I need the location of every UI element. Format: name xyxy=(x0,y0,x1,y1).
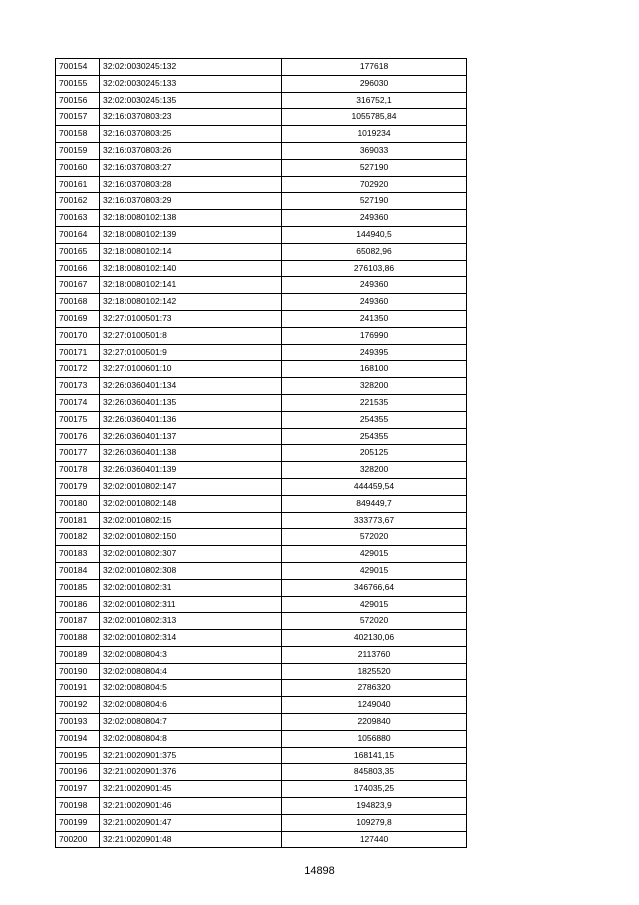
cadastral-number-cell: 32:21:0020901:48 xyxy=(100,831,282,848)
row-id-cell: 700200 xyxy=(56,831,100,848)
row-id-cell: 700163 xyxy=(56,210,100,227)
cadastral-number-cell: 32:02:0080804:7 xyxy=(100,714,282,731)
row-id-cell: 700193 xyxy=(56,714,100,731)
value-cell: 845803,35 xyxy=(282,764,467,781)
row-id-cell: 700192 xyxy=(56,697,100,714)
row-id-cell: 700170 xyxy=(56,327,100,344)
row-id-cell: 700179 xyxy=(56,478,100,495)
cadastral-number-cell: 32:26:0360401:135 xyxy=(100,394,282,411)
value-cell: 572020 xyxy=(282,529,467,546)
table-row xyxy=(56,142,467,159)
table-row xyxy=(56,781,467,798)
table-row xyxy=(56,411,467,428)
value-cell: 176990 xyxy=(282,327,467,344)
row-id-cell: 700194 xyxy=(56,730,100,747)
value-cell: 249360 xyxy=(282,210,467,227)
row-id-cell: 700184 xyxy=(56,562,100,579)
cadastral-number-cell: 32:02:0010802:148 xyxy=(100,495,282,512)
row-id-cell: 700191 xyxy=(56,680,100,697)
value-cell: 296030 xyxy=(282,75,467,92)
cadastral-number-cell: 32:16:0370803:29 xyxy=(100,193,282,210)
table-row xyxy=(56,260,467,277)
table-row xyxy=(56,109,467,126)
table-row xyxy=(56,462,467,479)
table-row xyxy=(56,75,467,92)
value-cell: 1055785,84 xyxy=(282,109,467,126)
cadastral-number-cell: 32:21:0020901:46 xyxy=(100,798,282,815)
table-row xyxy=(56,596,467,613)
cadastral-number-cell: 32:26:0360401:138 xyxy=(100,445,282,462)
row-id-cell: 700167 xyxy=(56,277,100,294)
table-row xyxy=(56,210,467,227)
row-id-cell: 700161 xyxy=(56,176,100,193)
cadastral-number-cell: 32:21:0020901:47 xyxy=(100,814,282,831)
cadastral-number-cell: 32:02:0030245:135 xyxy=(100,92,282,109)
value-cell: 276103,86 xyxy=(282,260,467,277)
table-row xyxy=(56,529,467,546)
table-row xyxy=(56,445,467,462)
value-cell: 849449,7 xyxy=(282,495,467,512)
value-cell: 527190 xyxy=(282,193,467,210)
table-row xyxy=(56,747,467,764)
row-id-cell: 700177 xyxy=(56,445,100,462)
table-row xyxy=(56,562,467,579)
value-cell: 527190 xyxy=(282,159,467,176)
value-cell: 249360 xyxy=(282,294,467,311)
row-id-cell: 700168 xyxy=(56,294,100,311)
row-id-cell: 700158 xyxy=(56,126,100,143)
cadastral-number-cell: 32:02:0030245:133 xyxy=(100,75,282,92)
row-id-cell: 700171 xyxy=(56,344,100,361)
row-id-cell: 700154 xyxy=(56,59,100,76)
cadastral-number-cell: 32:16:0370803:25 xyxy=(100,126,282,143)
value-cell: 429015 xyxy=(282,596,467,613)
value-cell: 572020 xyxy=(282,613,467,630)
cadastral-number-cell: 32:27:0100501:73 xyxy=(100,310,282,327)
row-id-cell: 700176 xyxy=(56,428,100,445)
table-row xyxy=(56,495,467,512)
row-id-cell: 700166 xyxy=(56,260,100,277)
cadastral-number-cell: 32:26:0360401:136 xyxy=(100,411,282,428)
row-id-cell: 700165 xyxy=(56,243,100,260)
table-row xyxy=(56,361,467,378)
table-row xyxy=(56,159,467,176)
value-cell: 144940,5 xyxy=(282,226,467,243)
page-number: 14898 xyxy=(304,865,335,877)
value-cell: 1249040 xyxy=(282,697,467,714)
cadastral-number-cell: 32:02:0080804:4 xyxy=(100,663,282,680)
table-row xyxy=(56,428,467,445)
table-row xyxy=(56,277,467,294)
value-cell: 702920 xyxy=(282,176,467,193)
value-cell: 254355 xyxy=(282,428,467,445)
cadastral-number-cell: 32:02:0010802:15 xyxy=(100,512,282,529)
table-row xyxy=(56,59,467,76)
value-cell: 316752,1 xyxy=(282,92,467,109)
cadastral-number-cell: 32:18:0080102:142 xyxy=(100,294,282,311)
table-row xyxy=(56,630,467,647)
value-cell: 221535 xyxy=(282,394,467,411)
row-id-cell: 700175 xyxy=(56,411,100,428)
value-cell: 429015 xyxy=(282,562,467,579)
table-row xyxy=(56,344,467,361)
cadastral-number-cell: 32:16:0370803:27 xyxy=(100,159,282,176)
table-row xyxy=(56,814,467,831)
row-id-cell: 700162 xyxy=(56,193,100,210)
cadastral-number-cell: 32:18:0080102:139 xyxy=(100,226,282,243)
value-cell: 109279,8 xyxy=(282,814,467,831)
value-cell: 328200 xyxy=(282,378,467,395)
value-cell: 1825520 xyxy=(282,663,467,680)
row-id-cell: 700198 xyxy=(56,798,100,815)
row-id-cell: 700188 xyxy=(56,630,100,647)
table-body xyxy=(56,59,467,848)
row-id-cell: 700185 xyxy=(56,579,100,596)
row-id-cell: 700172 xyxy=(56,361,100,378)
cadastral-number-cell: 32:18:0080102:140 xyxy=(100,260,282,277)
value-cell: 1019234 xyxy=(282,126,467,143)
row-id-cell: 700164 xyxy=(56,226,100,243)
cadastral-number-cell: 32:02:0010802:147 xyxy=(100,478,282,495)
cadastral-number-cell: 32:27:0100501:9 xyxy=(100,344,282,361)
value-cell: 369033 xyxy=(282,142,467,159)
cadastral-number-cell: 32:02:0080804:3 xyxy=(100,646,282,663)
table-row xyxy=(56,126,467,143)
cadastral-number-cell: 32:26:0360401:137 xyxy=(100,428,282,445)
value-cell: 333773,67 xyxy=(282,512,467,529)
table-row xyxy=(56,478,467,495)
cadastral-number-cell: 32:02:0080804:5 xyxy=(100,680,282,697)
value-cell: 2209840 xyxy=(282,714,467,731)
table-row xyxy=(56,680,467,697)
cadastral-number-cell: 32:18:0080102:141 xyxy=(100,277,282,294)
cadastral-number-cell: 32:02:0030245:132 xyxy=(100,59,282,76)
row-id-cell: 700187 xyxy=(56,613,100,630)
row-id-cell: 700182 xyxy=(56,529,100,546)
cadastral-number-cell: 32:02:0010802:308 xyxy=(100,562,282,579)
cadastral-number-cell: 32:02:0010802:313 xyxy=(100,613,282,630)
table-row xyxy=(56,327,467,344)
cadastral-number-cell: 32:02:0010802:311 xyxy=(100,596,282,613)
cadastral-number-cell: 32:18:0080102:138 xyxy=(100,210,282,227)
value-cell: 249395 xyxy=(282,344,467,361)
cadastral-number-cell: 32:02:0010802:150 xyxy=(100,529,282,546)
value-cell: 2786320 xyxy=(282,680,467,697)
table-row xyxy=(56,226,467,243)
value-cell: 127440 xyxy=(282,831,467,848)
row-id-cell: 700159 xyxy=(56,142,100,159)
table-row xyxy=(56,310,467,327)
row-id-cell: 700197 xyxy=(56,781,100,798)
row-id-cell: 700189 xyxy=(56,646,100,663)
table-row xyxy=(56,579,467,596)
value-cell: 65082,96 xyxy=(282,243,467,260)
table-row xyxy=(56,613,467,630)
row-id-cell: 700190 xyxy=(56,663,100,680)
cadastral-number-cell: 32:16:0370803:28 xyxy=(100,176,282,193)
table-row xyxy=(56,92,467,109)
table-row xyxy=(56,831,467,848)
value-cell: 429015 xyxy=(282,546,467,563)
row-id-cell: 700178 xyxy=(56,462,100,479)
value-cell: 346766,64 xyxy=(282,579,467,596)
value-cell: 194823,9 xyxy=(282,798,467,815)
row-id-cell: 700155 xyxy=(56,75,100,92)
value-cell: 168141,15 xyxy=(282,747,467,764)
row-id-cell: 700183 xyxy=(56,546,100,563)
cadastral-number-cell: 32:02:0080804:8 xyxy=(100,730,282,747)
table-row xyxy=(56,193,467,210)
value-cell: 2113760 xyxy=(282,646,467,663)
table-row xyxy=(56,764,467,781)
table-row xyxy=(56,378,467,395)
row-id-cell: 700181 xyxy=(56,512,100,529)
table-row xyxy=(56,243,467,260)
cadastral-number-cell: 32:02:0080804:6 xyxy=(100,697,282,714)
row-id-cell: 700173 xyxy=(56,378,100,395)
table-row xyxy=(56,646,467,663)
row-id-cell: 700169 xyxy=(56,310,100,327)
cadastral-value-table xyxy=(55,58,467,848)
row-id-cell: 700174 xyxy=(56,394,100,411)
table-row xyxy=(56,512,467,529)
cadastral-number-cell: 32:21:0020901:375 xyxy=(100,747,282,764)
cadastral-number-cell: 32:16:0370803:23 xyxy=(100,109,282,126)
row-id-cell: 700196 xyxy=(56,764,100,781)
value-cell: 328200 xyxy=(282,462,467,479)
table-row xyxy=(56,714,467,731)
value-cell: 254355 xyxy=(282,411,467,428)
cadastral-number-cell: 32:27:0100501:8 xyxy=(100,327,282,344)
value-cell: 177618 xyxy=(282,59,467,76)
value-cell: 241350 xyxy=(282,310,467,327)
row-id-cell: 700195 xyxy=(56,747,100,764)
value-cell: 402130,06 xyxy=(282,630,467,647)
cadastral-number-cell: 32:02:0010802:307 xyxy=(100,546,282,563)
row-id-cell: 700180 xyxy=(56,495,100,512)
value-cell: 205125 xyxy=(282,445,467,462)
value-cell: 249360 xyxy=(282,277,467,294)
row-id-cell: 700199 xyxy=(56,814,100,831)
table-row xyxy=(56,697,467,714)
value-cell: 174035,25 xyxy=(282,781,467,798)
row-id-cell: 700156 xyxy=(56,92,100,109)
cadastral-number-cell: 32:21:0020901:45 xyxy=(100,781,282,798)
row-id-cell: 700186 xyxy=(56,596,100,613)
cadastral-number-cell: 32:26:0360401:139 xyxy=(100,462,282,479)
table-row xyxy=(56,394,467,411)
row-id-cell: 700157 xyxy=(56,109,100,126)
value-cell: 168100 xyxy=(282,361,467,378)
table-row xyxy=(56,294,467,311)
value-cell: 1056880 xyxy=(282,730,467,747)
cadastral-number-cell: 32:18:0080102:14 xyxy=(100,243,282,260)
table-row xyxy=(56,546,467,563)
table-row xyxy=(56,730,467,747)
table-row xyxy=(56,663,467,680)
table-row xyxy=(56,798,467,815)
row-id-cell: 700160 xyxy=(56,159,100,176)
value-cell: 444459,54 xyxy=(282,478,467,495)
cadastral-number-cell: 32:26:0360401:134 xyxy=(100,378,282,395)
table-row xyxy=(56,176,467,193)
cadastral-number-cell: 32:02:0010802:31 xyxy=(100,579,282,596)
cadastral-number-cell: 32:21:0020901:376 xyxy=(100,764,282,781)
cadastral-number-cell: 32:02:0010802:314 xyxy=(100,630,282,647)
cadastral-number-cell: 32:27:0100601:10 xyxy=(100,361,282,378)
cadastral-number-cell: 32:16:0370803:26 xyxy=(100,142,282,159)
